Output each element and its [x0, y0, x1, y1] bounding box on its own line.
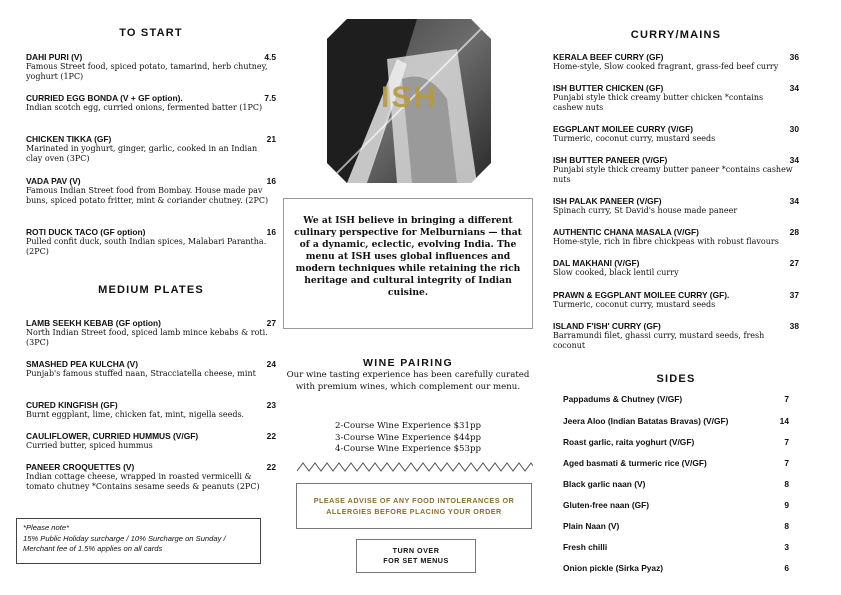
menu-item	[553, 196, 799, 216]
side-price: 7	[784, 394, 789, 404]
zigzag-divider	[297, 461, 533, 473]
to-start-title: TO START	[119, 27, 183, 39]
item-price: 34	[789, 155, 799, 165]
item-price: 22	[266, 462, 276, 472]
menu-item	[26, 134, 276, 164]
item-desc: Pulled confit duck, south Indian spices, Malabari Parantha. (2PC)	[26, 237, 267, 256]
item-desc: Indian cottage cheese, wrapped in roasted vermicelli & tomato chutney *Contains sesame seeds & peanuts (2PC)	[26, 472, 260, 491]
menu-item	[553, 258, 799, 278]
allergy-advice-text: PLEASE ADVISE OF ANY FOOD INTOLERANCES OR ALLERGIES BEFORE PLACING YOUR ORDER	[313, 496, 515, 516]
item-desc: Punjab's famous stuffed naan, Stracciatella cheese, mint	[26, 369, 256, 378]
intro-box	[283, 198, 533, 329]
side-name: Jeera Aloo (Indian Batatas Bravas) (V/GF)	[563, 416, 729, 426]
logo-text: ISH	[380, 81, 437, 114]
side-name: Black garlic naan (V)	[563, 479, 646, 489]
turn-over-line2: FOR SET MENUS	[383, 556, 449, 565]
side-price: 14	[779, 416, 789, 426]
item-name: ISH BUTTER CHICKEN (GF)	[553, 83, 664, 93]
side-item	[563, 479, 789, 489]
menu-item	[26, 431, 276, 451]
wine-option: 2-Course Wine Experience $31pp	[335, 421, 481, 431]
item-name: CURRIED EGG BONDA (V + GF option).	[26, 93, 183, 103]
item-desc: Barramundi filet, ghassi curry, mustard seeds, fresh coconut	[553, 331, 765, 350]
menu-item	[26, 93, 276, 113]
turn-over-box	[356, 539, 476, 573]
note-text: 15% Public Holiday surcharge / 10% Surcharge on Sunday / Merchant fee of 1.5% applies on all cards	[23, 533, 226, 553]
menu-item	[553, 83, 799, 113]
item-price: 36	[789, 52, 799, 62]
menu-item	[553, 321, 799, 351]
side-name: Fresh chilli	[563, 542, 608, 552]
item-name: ISH PALAK PANEER (V/GF)	[553, 196, 662, 206]
item-name: CHICKEN TIKKA (GF)	[26, 134, 112, 144]
item-desc: Spinach curry, St David's house made paneer	[553, 206, 738, 215]
item-price: 7.5	[264, 93, 276, 103]
item-name: PRAWN & EGGPLANT MOILEE CURRY (GF).	[553, 290, 730, 300]
side-item	[563, 458, 789, 468]
side-item	[563, 416, 789, 426]
wine-pairing-desc: Our wine tasting experience has been carefully curated with premium wines, which complement our menu.	[286, 370, 530, 392]
menu-item	[553, 227, 799, 247]
item-desc: Curried butter, spiced hummus	[26, 441, 153, 450]
wine-options	[283, 421, 533, 456]
side-item	[563, 521, 789, 531]
side-name: Aged basmati & turmeric rice (V/GF)	[563, 458, 707, 468]
item-price: 23	[266, 400, 276, 410]
item-desc: Home-style, rich in fibre chickpeas with robust flavours	[553, 237, 779, 246]
item-name: PANEER CROQUETTES (V)	[26, 462, 135, 472]
side-price: 3	[784, 542, 789, 552]
note-heading: *Please note*	[23, 523, 70, 532]
menu-item	[26, 318, 276, 348]
side-name: Plain Naan (V)	[563, 521, 620, 531]
sides-title: SIDES	[656, 373, 696, 385]
item-price: 38	[789, 321, 799, 331]
item-name: AUTHENTIC CHANA MASALA (V/GF)	[553, 227, 699, 237]
side-item	[563, 437, 789, 447]
item-desc: Burnt eggplant, lime, chicken fat, mint, nigella seeds.	[26, 410, 245, 419]
intro-text: We at ISH believe in bringing a different culinary perspective for Melburnians — that of a dynamic, eclectic, evolving India. The menu at ISH uses global influences and modern techniques while retaining the rich heritage and cultural integrity of Indian cuisine.	[294, 215, 522, 298]
item-price: 16	[266, 176, 276, 186]
item-name: VADA PAV (V)	[26, 176, 81, 186]
item-name: ISH BUTTER PANEER (V/GF)	[553, 155, 668, 165]
item-desc: Home-style, Slow cooked fragrant, grass-fed beef curry	[553, 62, 779, 71]
side-price: 6	[784, 563, 789, 573]
medium-plates-title: MEDIUM PLATES	[98, 284, 204, 296]
menu-item	[26, 227, 276, 257]
menu-item	[26, 176, 276, 206]
item-name: CURED KINGFISH (GF)	[26, 400, 118, 410]
wine-option: 3-Course Wine Experience $44pp	[335, 432, 481, 443]
wine-option: 4-Course Wine Experience $53pp	[335, 444, 481, 454]
item-price: 37	[789, 290, 799, 300]
item-desc: Punjabi style thick creamy butter paneer *contains cashew nuts	[553, 165, 793, 184]
side-price: 8	[784, 521, 789, 531]
side-name: Roast garlic, raita yoghurt (V/GF)	[563, 437, 695, 447]
menu-item	[553, 155, 799, 185]
item-name: ISLAND F'ISH' CURRY (GF)	[553, 321, 661, 331]
item-name: LAMB SEEKH KEBAB (GF option)	[26, 318, 161, 328]
item-name: EGGPLANT MOILEE CURRY (V/GF)	[553, 124, 694, 134]
menu-item	[26, 359, 276, 379]
item-price: 4.5	[264, 52, 276, 62]
side-price: 9	[784, 500, 789, 510]
item-name: SMASHED PEA KULCHA (V)	[26, 359, 138, 369]
menu-item	[26, 400, 276, 420]
item-desc: Famous Indian Street food from Bombay. House made pav buns, spiced potato fritter, mint & coriander chutney. (2PC)	[26, 186, 269, 205]
side-price: 8	[784, 479, 789, 489]
menu-item	[553, 124, 799, 144]
item-desc: Indian scotch egg, curried onions, fermented batter (1PC)	[26, 103, 263, 112]
ish-logo	[327, 19, 491, 183]
menu-item	[553, 52, 799, 72]
item-price: 34	[789, 196, 799, 206]
item-desc: North Indian Street food, spiced lamb mince kebabs & roti. (3PC)	[26, 328, 268, 347]
item-name: ROTI DUCK TACO (GF option)	[26, 227, 146, 237]
menu-item	[26, 52, 276, 82]
item-desc: Slow cooked, black lentil curry	[553, 268, 679, 277]
curry-mains-title: CURRY/MAINS	[630, 29, 722, 41]
side-item	[563, 563, 789, 573]
item-name: DAL MAKHANI (V/GF)	[553, 258, 640, 268]
item-price: 30	[789, 124, 799, 134]
item-desc: Punjabi style thick creamy butter chicken *contains cashew nuts	[553, 93, 764, 112]
item-price: 27	[789, 258, 799, 268]
side-item	[563, 542, 789, 552]
item-price: 34	[789, 83, 799, 93]
item-name: KERALA BEEF CURRY (GF)	[553, 52, 664, 62]
item-price: 28	[789, 227, 799, 237]
surcharge-note	[16, 518, 261, 564]
item-desc: Famous Street food, spiced potato, tamarind, herb chutney, yoghurt (1PC)	[26, 62, 268, 81]
item-desc: Turmeric, coconut curry, mustard seeds	[553, 134, 716, 143]
wine-pairing-title: WINE PAIRING	[362, 357, 454, 369]
menu-item	[26, 462, 276, 492]
side-item	[563, 500, 789, 510]
item-desc: Marinated in yoghurt, ginger, garlic, cooked in an Indian clay oven (3PC)	[26, 144, 258, 163]
side-item	[563, 394, 789, 404]
side-name: Onion pickle (Sirka Pyaz)	[563, 563, 664, 573]
item-price: 27	[266, 318, 276, 328]
side-name: Gluten-free naan (GF)	[563, 500, 650, 510]
turn-over-line1: TURN OVER	[392, 546, 440, 555]
item-name: CAULIFLOWER, CURRIED HUMMUS (V/GF)	[26, 431, 199, 441]
side-price: 7	[784, 458, 789, 468]
item-price: 16	[266, 227, 276, 237]
allergy-advice-box	[296, 483, 532, 529]
item-desc: Turmeric, coconut curry, mustard seeds	[553, 300, 716, 309]
item-price: 24	[266, 359, 276, 369]
side-price: 7	[784, 437, 789, 447]
item-price: 22	[266, 431, 276, 441]
side-name: Pappadums & Chutney (V/GF)	[563, 394, 683, 404]
item-price: 21	[266, 134, 276, 144]
item-name: DAHI PURI (V)	[26, 52, 83, 62]
menu-item	[553, 290, 799, 310]
